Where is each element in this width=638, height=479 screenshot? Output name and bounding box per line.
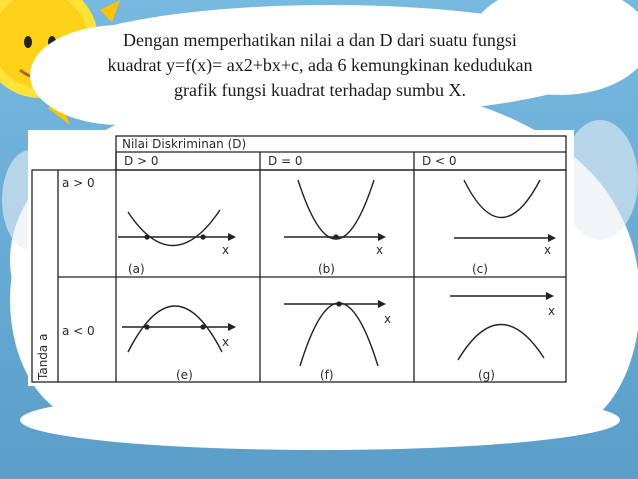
discriminant-table bbox=[28, 130, 574, 386]
axis-x-label-g: x bbox=[548, 304, 556, 318]
axis-x-label-c: x bbox=[544, 243, 552, 257]
axis-x-label-e: x bbox=[222, 335, 230, 349]
caption-c: (c) bbox=[472, 262, 488, 276]
graph-c bbox=[454, 180, 556, 242]
axis-x-label-b: x bbox=[376, 243, 384, 257]
graph-f bbox=[284, 300, 386, 366]
title-line-2: kuadrat y=f(x)= ax2+bx+c, ada 6 kemungkinan kedudukan bbox=[107, 55, 533, 75]
caption-f: (f) bbox=[320, 368, 334, 382]
graph-b bbox=[284, 180, 386, 241]
slide-title bbox=[60, 28, 580, 103]
col-d-positive: D > 0 bbox=[124, 154, 159, 168]
col-d-zero: D = 0 bbox=[268, 154, 303, 168]
row-a-negative: a < 0 bbox=[62, 324, 95, 338]
graph-e bbox=[122, 306, 236, 352]
caption-g: (g) bbox=[478, 368, 495, 382]
graph-g bbox=[450, 292, 554, 360]
axis-x-label-a: x bbox=[222, 243, 230, 257]
caption-b: (b) bbox=[318, 262, 335, 276]
axis-x-label-f: x bbox=[384, 312, 392, 326]
title-line-1: Dengan memperhatikan nilai a dan D dari suatu fungsi bbox=[123, 30, 517, 50]
row-axis-label: Tanda a bbox=[36, 333, 50, 380]
graph-a bbox=[118, 210, 236, 246]
title-line-3: grafik fungsi kuadrat terhadap sumbu X. bbox=[174, 80, 466, 100]
caption-e: (e) bbox=[176, 368, 193, 382]
caption-a: (a) bbox=[128, 262, 145, 276]
row-a-positive: a > 0 bbox=[62, 176, 95, 190]
table-grid bbox=[28, 130, 574, 386]
col-d-negative: D < 0 bbox=[422, 154, 457, 168]
header-main: Nilai Diskriminan (D) bbox=[122, 137, 247, 151]
